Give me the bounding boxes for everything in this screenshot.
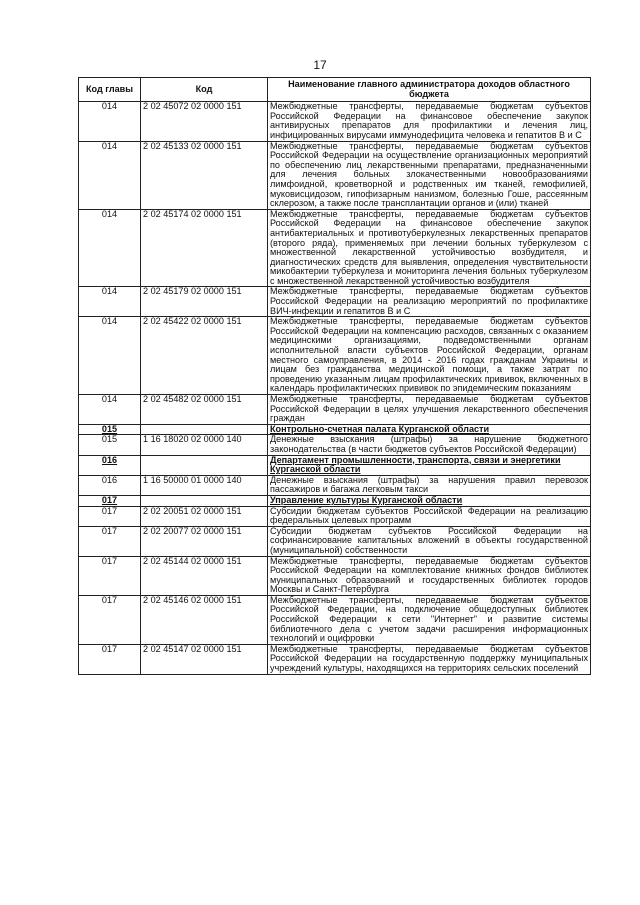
- chapter-code-cell: 017: [79, 644, 141, 674]
- header-chapter-code: Код главы: [79, 78, 141, 102]
- revenue-name-cell: Межбюджетные трансферты, передаваемые бюджетам субъектов Российской Федерации на государственную поддержку муниципальных учреждений культуры, находящихся на территориях сельских поселений: [268, 644, 591, 674]
- revenue-name-cell: Субсидии бюджетам субъектов Российской Федерации на софинансирование капитальных вложений в объекты государственной (муниципальной) собственности: [268, 526, 591, 556]
- revenue-code-cell: 2 02 45147 02 0000 151: [141, 644, 268, 674]
- revenue-name-cell: Межбюджетные трансферты, передаваемые бюджетам субъектов Российской Федерации на финансовое обеспечение закупок антивирусных препаратов для профилактики и лечения лиц, инфицированных вирусами иммунодефицита человека и гепатитов В и С: [268, 102, 591, 141]
- revenue-code-cell: [141, 424, 268, 435]
- table-row: [79, 287, 591, 317]
- administrator-row: [79, 495, 591, 506]
- table-row: [79, 556, 591, 595]
- table-row: [79, 644, 591, 674]
- chapter-code-cell: 015: [79, 435, 141, 455]
- revenue-code-cell: 2 02 45174 02 0000 151: [141, 209, 268, 287]
- revenue-name-cell: Межбюджетные трансферты, передаваемые бюджетам субъектов Российской Федерации на реализацию мероприятий по профилактике ВИЧ-инфекции и гепатитов В и С: [268, 287, 591, 317]
- chapter-code-cell: 015: [79, 424, 141, 435]
- table-row: [79, 395, 591, 425]
- revenue-code-cell: 1 16 50000 01 0000 140: [141, 475, 268, 495]
- chapter-code-cell: 016: [79, 475, 141, 495]
- revenue-code-cell: 2 02 20077 02 0000 151: [141, 526, 268, 556]
- table-row: [79, 209, 591, 287]
- chapter-code-cell: 016: [79, 455, 141, 475]
- table-row: [79, 435, 591, 455]
- administrator-row: [79, 424, 591, 435]
- revenue-code-cell: 2 02 45422 02 0000 151: [141, 317, 268, 395]
- table-row: [79, 102, 591, 141]
- revenue-code-cell: [141, 495, 268, 506]
- revenue-name-cell: Межбюджетные трансферты, передаваемые бюджетам субъектов Российской Федерации в целях улучшения лекарственного обеспечения граждан: [268, 395, 591, 425]
- revenue-administrators-table: [78, 77, 591, 675]
- chapter-code-cell: 014: [79, 209, 141, 287]
- revenue-name-cell: Денежные взыскания (штрафы) за нарушения правил перевозок пассажиров и багажа легковым такси: [268, 475, 591, 495]
- revenue-code-cell: 2 02 45072 02 0000 151: [141, 102, 268, 141]
- revenue-code-cell: 1 16 18020 02 0000 140: [141, 435, 268, 455]
- chapter-code-cell: 014: [79, 395, 141, 425]
- chapter-code-cell: 017: [79, 595, 141, 644]
- chapter-code-cell: 017: [79, 556, 141, 595]
- revenue-name-cell: Контрольно-счетная палата Курганской области: [268, 424, 591, 435]
- table-body: [79, 102, 591, 674]
- header-code: Код: [141, 78, 268, 102]
- revenue-name-cell: Межбюджетные трансферты, передаваемые бюджетам субъектов Российской Федерации на компенсацию расходов, связанных с оказанием медицинскими организациями, подведомственными органам исполнительной власти субъектов Российской Федерации, органам местного самоуправления, в 2014 - 2016 годах гражданам Украины и лицам без гражданства медицинской помощи, а также затрат по проведению указанным лицам профилактических прививок, включенных в календарь профилактических прививок по эпидемическим показаниям: [268, 317, 591, 395]
- table-row: [79, 317, 591, 395]
- revenue-name-cell: Межбюджетные трансферты, передаваемые бюджетам субъектов Российской Федерации на финансовое обеспечение закупок антибактериальных и противотуберкулезных лекарственных препаратов (второго ряда), применяемых при лечении больных туберкулезом с множественной лекарственной устойчивостью возбудителя, и диагностических средств для выявления, определения чувствительности микобактерии туберкулеза и мониторинга лечения больных туберкулезом с множественной лекарственной устойчивостью возбудителя: [268, 209, 591, 287]
- revenue-name-cell: Денежные взыскания (штрафы) за нарушение бюджетного законодательства (в части бюджетов субъектов Российской Федерации): [268, 435, 591, 455]
- chapter-code-cell: 017: [79, 506, 141, 526]
- revenue-code-cell: 2 02 45482 02 0000 151: [141, 395, 268, 425]
- header-administrator-name: Наименование главного администратора доходов областного бюджета: [268, 78, 591, 102]
- revenue-name-cell: Департамент промышленности, транспорта, связи и энергетики Курганской области: [268, 455, 591, 475]
- page-number: 17: [313, 58, 327, 72]
- chapter-code-cell: 014: [79, 317, 141, 395]
- revenue-code-cell: 2 02 20051 02 0000 151: [141, 506, 268, 526]
- table-header-row: [79, 78, 591, 102]
- revenue-code-cell: 2 02 45146 02 0000 151: [141, 595, 268, 644]
- revenue-name-cell: Субсидии бюджетам субъектов Российской Федерации на реализацию федеральных целевых программ: [268, 506, 591, 526]
- revenue-name-cell: Межбюджетные трансферты, передаваемые бюджетам субъектов Российской Федерации, на подключение общедоступных библиотек Российской Федерации к сети "Интернет" и развитие системы библиотечного дела с учетом задачи расширения информационных технологий и оцифровки: [268, 595, 591, 644]
- revenue-name-cell: Межбюджетные трансферты, передаваемые бюджетам субъектов Российской Федерации на осуществление организационных мероприятий по обеспечению лиц лекарственными препаратами, предназначенными для лечения больных злокачественными новообразованиями лимфоидной, кроветворной и родственных им тканей, гемофилией, муковисцидозом, гипофизарным нанизмом, болезнью Гоше, рассеянным склерозом, а также после трансплантации органов и (или) тканей: [268, 141, 591, 209]
- revenue-name-cell: Межбюджетные трансферты, передаваемые бюджетам субъектов Российской Федерации на комплектование книжных фондов библиотек муниципальных образований и государственных библиотек городов Москвы и Санкт-Петербурга: [268, 556, 591, 595]
- chapter-code-cell: 017: [79, 526, 141, 556]
- revenue-code-cell: 2 02 45179 02 0000 151: [141, 287, 268, 317]
- revenue-code-cell: 2 02 45144 02 0000 151: [141, 556, 268, 595]
- table-row: [79, 595, 591, 644]
- revenue-name-cell: Управление культуры Курганской области: [268, 495, 591, 506]
- revenue-code-cell: 2 02 45133 02 0000 151: [141, 141, 268, 209]
- administrator-row: [79, 455, 591, 475]
- table-row: [79, 526, 591, 556]
- chapter-code-cell: 014: [79, 287, 141, 317]
- table-row: [79, 141, 591, 209]
- revenue-code-cell: [141, 455, 268, 475]
- table-row: [79, 475, 591, 495]
- chapter-code-cell: 014: [79, 141, 141, 209]
- table-row: [79, 506, 591, 526]
- chapter-code-cell: 017: [79, 495, 141, 506]
- chapter-code-cell: 014: [79, 102, 141, 141]
